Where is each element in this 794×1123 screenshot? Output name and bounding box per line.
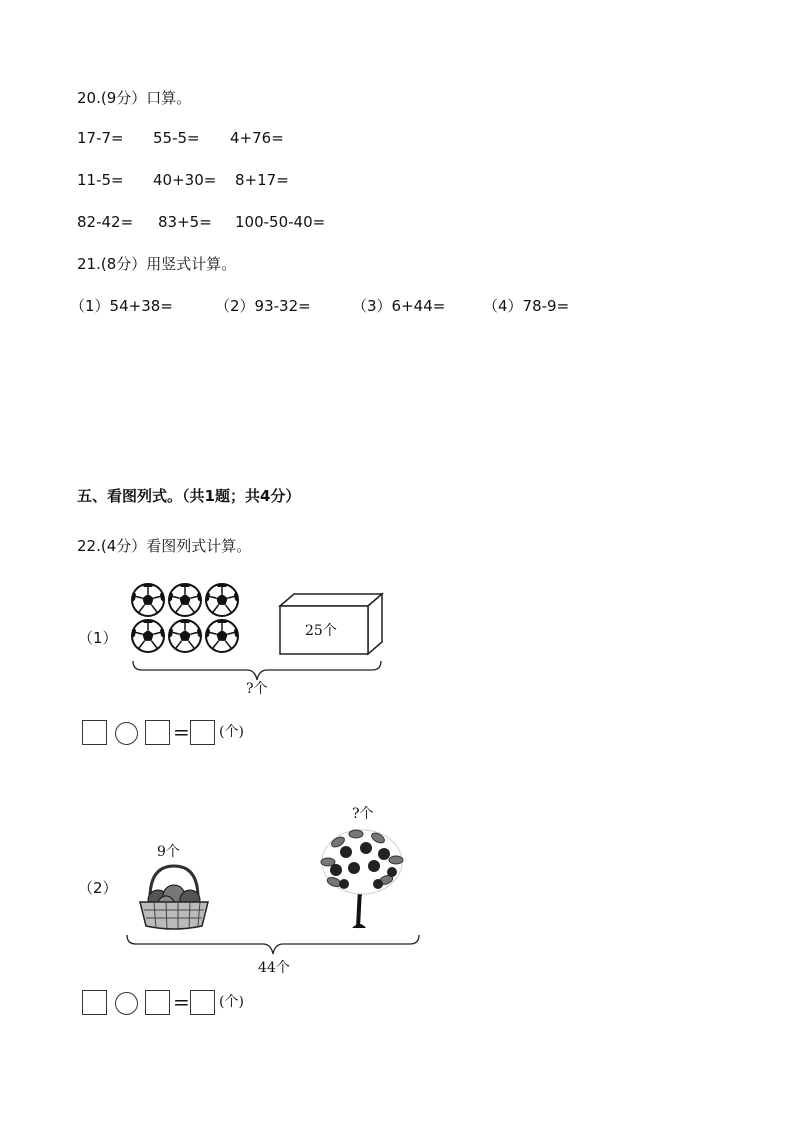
q21-item-3: （3）6+44= <box>352 297 446 315</box>
q22-part2-label: （2） <box>78 879 118 897</box>
q20-r3-c1: 82-42= <box>77 213 134 231</box>
part1-unit-label: (个) <box>219 724 244 740</box>
part2-total-label: 44个 <box>258 960 290 976</box>
q22-header: 22.(4分）看图列式计算。 <box>77 537 252 555</box>
q21-item-4: （4）78-9= <box>483 297 570 315</box>
q21-item-1: （1）54+38= <box>70 297 173 315</box>
part1-equals-sign: = <box>173 720 190 744</box>
q22-part1-label: （1） <box>78 629 118 647</box>
part1-answer-box-3[interactable] <box>190 720 215 745</box>
q20-header: 20.(9分）口算。 <box>77 89 192 107</box>
part2-answer-box-1[interactable] <box>82 990 107 1015</box>
part2-total-brace <box>126 934 420 958</box>
q20-r3-c3: 100-50-40= <box>235 213 326 231</box>
part2-answer-box-3[interactable] <box>190 990 215 1015</box>
basket-count-label: 9个 <box>157 844 180 860</box>
q21-header: 21.(8分）用竖式计算。 <box>77 255 237 273</box>
q20-r2-c1: 11-5= <box>77 171 124 189</box>
q20-r1-c1: 17-7= <box>77 129 124 147</box>
q21-item-2: （2）93-32= <box>215 297 311 315</box>
part2-operator-circle[interactable] <box>115 992 138 1015</box>
section-title: 五、看图列式。（共1题；共4分） <box>77 487 301 505</box>
q20-r1-c2: 55-5= <box>153 129 200 147</box>
part2-equals-sign: = <box>173 990 190 1014</box>
soccer-balls-illustration <box>128 582 246 654</box>
q20-r2-c3: 8+17= <box>235 171 289 189</box>
q20-r1-c3: 4+76= <box>230 129 284 147</box>
fruit-basket-illustration <box>136 862 212 932</box>
box-count-label: 25个 <box>305 623 337 639</box>
part2-answer-box-2[interactable] <box>145 990 170 1015</box>
q20-r2-c2: 40+30= <box>153 171 217 189</box>
part1-answer-box-2[interactable] <box>145 720 170 745</box>
tree-count-label: ?个 <box>352 806 374 822</box>
q20-r3-c2: 83+5= <box>158 213 212 231</box>
part2-unit-label: (个) <box>219 994 244 1010</box>
part1-total-label: ?个 <box>246 681 268 697</box>
apple-tree-illustration <box>316 824 408 930</box>
part1-answer-box-1[interactable] <box>82 720 107 745</box>
part1-operator-circle[interactable] <box>115 722 138 745</box>
